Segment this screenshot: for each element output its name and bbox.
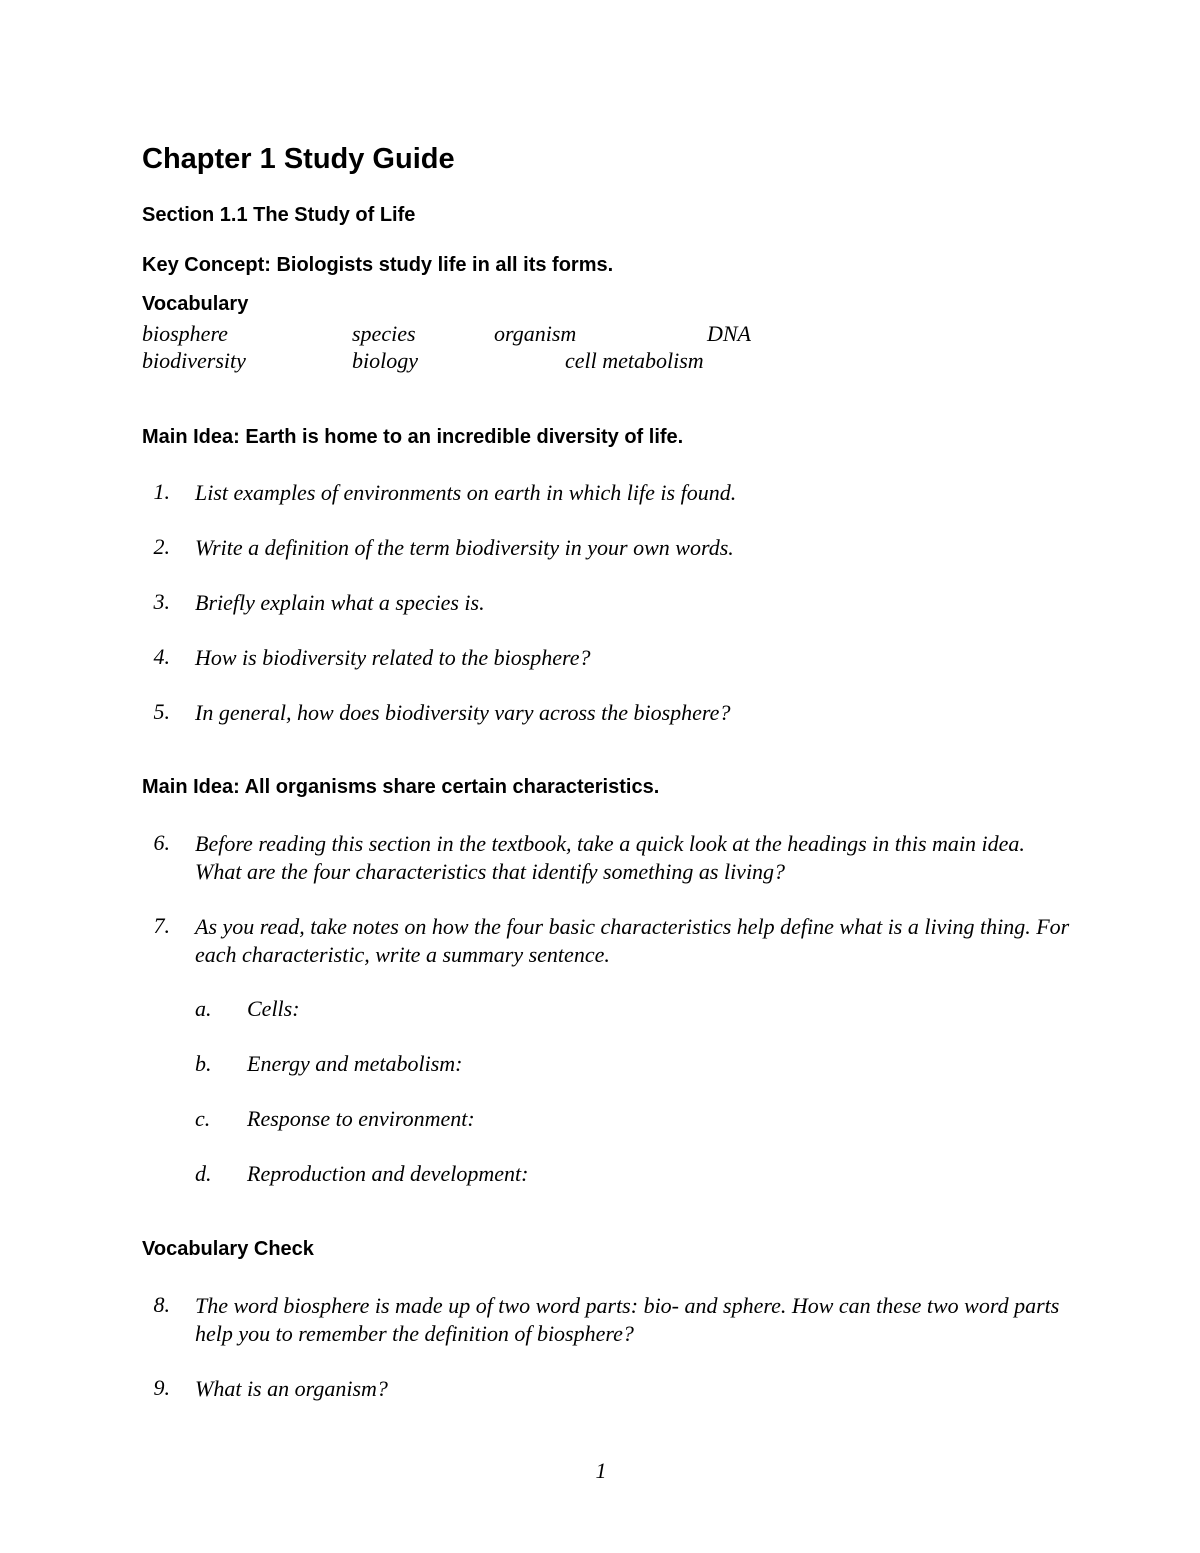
main-idea-heading: Main Idea: Earth is home to an incredible diversity of life.	[142, 426, 684, 448]
sub-item-letter: d.	[195, 1161, 212, 1186]
question-number: 4.	[153, 644, 170, 669]
sub-item-text: Response to environment:	[247, 1106, 475, 1131]
vocabulary-check-heading: Vocabulary Check	[142, 1238, 314, 1260]
question-number: 8.	[153, 1292, 170, 1317]
question-text: What is an organism?	[195, 1376, 388, 1401]
question-number: 6.	[153, 830, 170, 855]
sub-item-letter: c.	[195, 1106, 211, 1131]
question-text: As you read, take notes on how the four basic characteristics help define what is a living thing. For each characteristic, write a summary sentence.	[195, 914, 1070, 967]
sub-item-text: Energy and metabolism:	[247, 1051, 463, 1076]
question-number: 2.	[153, 534, 170, 559]
vocab-term: biosphere	[142, 321, 228, 346]
main-idea-heading: Main Idea: All organisms share certain characteristics.	[142, 776, 660, 798]
question-number: 5.	[153, 699, 170, 724]
vocab-term: biodiversity	[142, 348, 246, 373]
question-text: How is biodiversity related to the biosphere?	[195, 645, 591, 670]
vocabulary-heading: Vocabulary	[142, 293, 249, 315]
sub-item-text: Reproduction and development:	[247, 1161, 529, 1186]
question-text: Write a definition of the term biodiversity in your own words.	[195, 535, 734, 560]
question-text: Briefly explain what a species is.	[195, 590, 485, 615]
vocab-term: biology	[352, 348, 418, 373]
page-number: 1	[595, 1458, 607, 1483]
question-number: 1.	[153, 479, 170, 504]
question-number: 9.	[153, 1375, 170, 1400]
vocab-term: cell metabolism	[565, 348, 704, 373]
vocab-term: DNA	[707, 321, 751, 346]
sub-item-letter: b.	[195, 1051, 212, 1076]
key-concept: Key Concept: Biologists study life in all its forms.	[142, 254, 614, 276]
vocab-term: organism	[494, 321, 577, 346]
question-text: List examples of environments on earth in which life is found.	[195, 480, 737, 505]
sub-item-letter: a.	[195, 996, 212, 1021]
section-heading: Section 1.1 The Study of Life	[142, 204, 416, 226]
sub-item-text: Cells:	[247, 996, 300, 1021]
question-number: 3.	[153, 589, 170, 614]
page-title: Chapter 1 Study Guide	[142, 143, 455, 175]
question-text: In general, how does biodiversity vary across the biosphere?	[195, 700, 731, 725]
question-text: The word biosphere is made up of two word parts: bio- and sphere. How can these two word parts help you to remember the definition of biosphere?	[195, 1293, 1060, 1346]
vocab-term: species	[352, 321, 416, 346]
question-number: 7.	[153, 913, 170, 938]
question-text: Before reading this section in the textbook, take a quick look at the headings in this main idea. What are the four characteristics that identify something as living?	[195, 831, 1025, 884]
